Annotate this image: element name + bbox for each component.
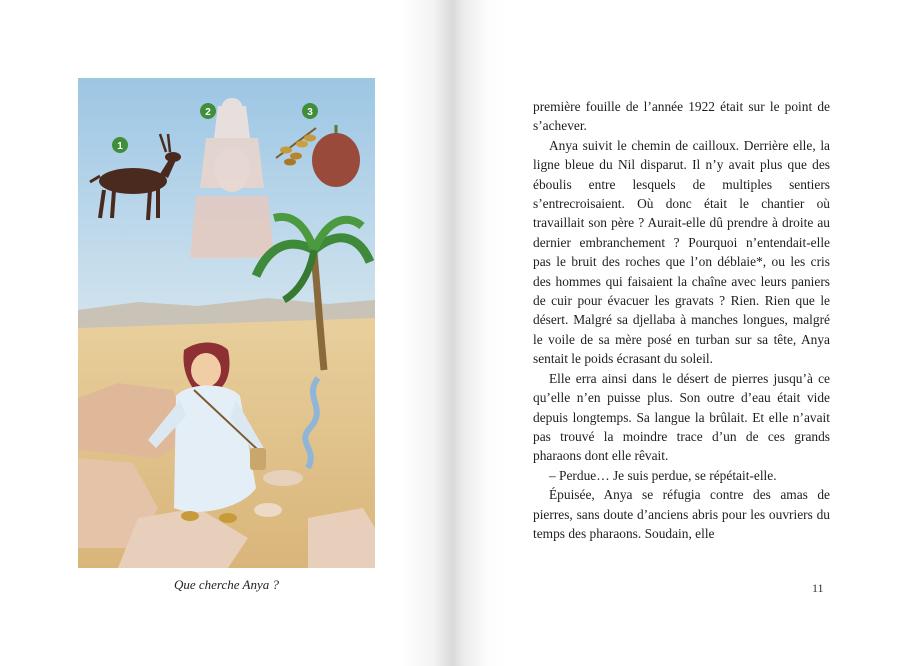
page-number: 11 bbox=[812, 581, 824, 595]
paragraph-3: Elle erra ainsi dans le désert de pierres jusqu’à ce qu’elle n’en puisse plus. Son outre d’eau était vide depuis longtemps. Sa langue la brûlait. Et elle n’avait pas trouvé la moindre trace d’un de ces grands pharaons dont elle rêvait. bbox=[533, 370, 830, 464]
illustration-caption: Que cherche Anya ? bbox=[173, 577, 280, 592]
svg-text:3: 3 bbox=[307, 107, 313, 118]
paragraph-2: Anya suivit le chemin de cailloux. Derrière elle, la ligne bleue du Nil disparut. Il n’y avait plus que des éboulis entre lesquels de multiples sentiers s’entrecroisaient. Où donc était le chantier où travaillait son père ? Aurait-elle dû prendre à droite au dernier embranchement ? Pourquoi n’entendait-elle pas le bruit des roches que l’on déblaie*, ou les cris des hommes qui faisaient la chaîne avec leurs paniers de cuir pour évacuer les gravats ? Rien. Rien que le désert. Malgré sa djellaba à manches longues, malgré le voile de sa mère posé en turban sur sa tête, Anya sentait le poids écrasant du soleil. bbox=[533, 137, 830, 367]
illustration bbox=[78, 78, 375, 568]
story-text bbox=[533, 97, 830, 543]
book-gutter bbox=[400, 0, 510, 666]
marker-3 bbox=[302, 103, 318, 119]
marker-1 bbox=[112, 137, 128, 153]
marker-2 bbox=[200, 103, 216, 119]
paragraph-5: Épuisée, Anya se réfugia contre des amas de pierres, sans doute d’anciens abris pour les ouvriers du temps des pharaons. Soudain, elle bbox=[533, 487, 830, 541]
svg-text:1: 1 bbox=[117, 141, 123, 152]
svg-text:2: 2 bbox=[205, 107, 211, 118]
paragraph-4: – Perdue… Je suis perdue, se répétait-elle. bbox=[549, 467, 777, 483]
paragraph-1: première fouille de l’année 1922 était sur le point de s’achever. bbox=[533, 99, 830, 134]
